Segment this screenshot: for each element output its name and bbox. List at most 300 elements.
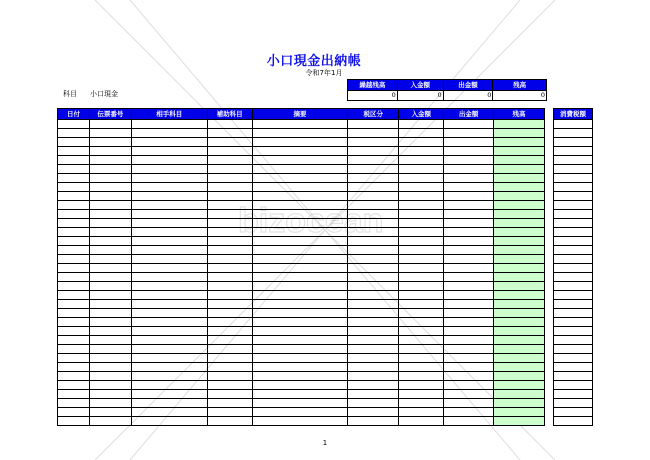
cell-counter-account[interactable] [131,147,207,156]
cell-counter-account[interactable] [131,219,207,228]
cell-description[interactable] [252,120,348,129]
cell-slip-number[interactable] [89,345,131,354]
cell-deposit[interactable] [399,138,444,147]
cell-withdrawal[interactable] [444,390,494,399]
cell-description[interactable] [252,327,348,336]
cell-withdrawal[interactable] [444,300,494,309]
cell-slip-number[interactable] [89,390,131,399]
cell-date[interactable] [58,381,90,390]
cell-tax-category[interactable] [348,318,399,327]
cell-consumption-tax[interactable] [554,363,593,372]
cell-deposit[interactable] [399,246,444,255]
cell-balance[interactable] [494,300,545,309]
cell-withdrawal[interactable] [444,363,494,372]
cell-description[interactable] [252,264,348,273]
cell-description[interactable] [252,219,348,228]
cell-counter-account[interactable] [131,309,207,318]
cell-counter-account[interactable] [131,156,207,165]
cell-date[interactable] [58,237,90,246]
cell-slip-number[interactable] [89,219,131,228]
cell-sub-account[interactable] [207,228,252,237]
cell-balance[interactable] [494,201,545,210]
cell-deposit[interactable] [399,255,444,264]
cell-balance[interactable] [494,228,545,237]
cell-slip-number[interactable] [89,309,131,318]
cell-consumption-tax[interactable] [554,156,593,165]
cell-consumption-tax[interactable] [554,291,593,300]
cell-balance[interactable] [494,399,545,408]
cell-withdrawal[interactable] [444,129,494,138]
cell-counter-account[interactable] [131,273,207,282]
cell-counter-account[interactable] [131,228,207,237]
cell-tax-category[interactable] [348,165,399,174]
cell-sub-account[interactable] [207,219,252,228]
cell-counter-account[interactable] [131,237,207,246]
cell-counter-account[interactable] [131,363,207,372]
summary-deposit-value[interactable]: 0 [397,91,443,101]
cell-date[interactable] [58,156,90,165]
cell-counter-account[interactable] [131,129,207,138]
cell-description[interactable] [252,210,348,219]
cell-deposit[interactable] [399,120,444,129]
cell-consumption-tax[interactable] [554,399,593,408]
cell-tax-category[interactable] [348,201,399,210]
cell-balance[interactable] [494,336,545,345]
cell-withdrawal[interactable] [444,381,494,390]
cell-sub-account[interactable] [207,138,252,147]
cell-withdrawal[interactable] [444,255,494,264]
cell-deposit[interactable] [399,219,444,228]
cell-sub-account[interactable] [207,291,252,300]
cell-consumption-tax[interactable] [554,282,593,291]
cell-slip-number[interactable] [89,165,131,174]
cell-counter-account[interactable] [131,372,207,381]
cell-sub-account[interactable] [207,399,252,408]
cell-deposit[interactable] [399,363,444,372]
cell-consumption-tax[interactable] [554,192,593,201]
cell-balance[interactable] [494,372,545,381]
cell-counter-account[interactable] [131,327,207,336]
cell-balance[interactable] [494,390,545,399]
cell-consumption-tax[interactable] [554,237,593,246]
cell-tax-category[interactable] [348,300,399,309]
cell-consumption-tax[interactable] [554,201,593,210]
cell-date[interactable] [58,219,90,228]
cell-slip-number[interactable] [89,372,131,381]
cell-description[interactable] [252,417,348,426]
cell-deposit[interactable] [399,345,444,354]
cell-slip-number[interactable] [89,120,131,129]
cell-date[interactable] [58,327,90,336]
cell-sub-account[interactable] [207,309,252,318]
cell-deposit[interactable] [399,318,444,327]
cell-date[interactable] [58,300,90,309]
cell-deposit[interactable] [399,399,444,408]
cell-deposit[interactable] [399,237,444,246]
cell-withdrawal[interactable] [444,264,494,273]
cell-date[interactable] [58,174,90,183]
cell-withdrawal[interactable] [444,273,494,282]
cell-date[interactable] [58,372,90,381]
cell-sub-account[interactable] [207,174,252,183]
cell-balance[interactable] [494,147,545,156]
cell-description[interactable] [252,138,348,147]
cell-tax-category[interactable] [348,417,399,426]
cell-slip-number[interactable] [89,156,131,165]
cell-slip-number[interactable] [89,381,131,390]
cell-slip-number[interactable] [89,228,131,237]
cell-balance[interactable] [494,165,545,174]
cell-tax-category[interactable] [348,246,399,255]
cell-deposit[interactable] [399,417,444,426]
cell-withdrawal[interactable] [444,417,494,426]
cell-balance[interactable] [494,129,545,138]
cell-counter-account[interactable] [131,399,207,408]
cell-date[interactable] [58,291,90,300]
cell-counter-account[interactable] [131,210,207,219]
cell-consumption-tax[interactable] [554,228,593,237]
cell-slip-number[interactable] [89,210,131,219]
cell-deposit[interactable] [399,336,444,345]
cell-balance[interactable] [494,327,545,336]
cell-date[interactable] [58,255,90,264]
cell-tax-category[interactable] [348,408,399,417]
cell-balance[interactable] [494,183,545,192]
cell-sub-account[interactable] [207,381,252,390]
cell-consumption-tax[interactable] [554,300,593,309]
cell-balance[interactable] [494,264,545,273]
cell-description[interactable] [252,237,348,246]
cell-withdrawal[interactable] [444,246,494,255]
cell-slip-number[interactable] [89,246,131,255]
cell-tax-category[interactable] [348,273,399,282]
summary-balance-value[interactable]: 0 [493,91,547,101]
cell-date[interactable] [58,354,90,363]
cell-description[interactable] [252,147,348,156]
cell-deposit[interactable] [399,129,444,138]
cell-withdrawal[interactable] [444,237,494,246]
cell-date[interactable] [58,201,90,210]
cell-balance[interactable] [494,138,545,147]
cell-tax-category[interactable] [348,399,399,408]
cell-date[interactable] [58,273,90,282]
cell-description[interactable] [252,318,348,327]
cell-withdrawal[interactable] [444,354,494,363]
cell-withdrawal[interactable] [444,183,494,192]
cell-tax-category[interactable] [348,138,399,147]
cell-date[interactable] [58,192,90,201]
cell-sub-account[interactable] [207,264,252,273]
cell-counter-account[interactable] [131,183,207,192]
cell-withdrawal[interactable] [444,156,494,165]
cell-withdrawal[interactable] [444,165,494,174]
cell-sub-account[interactable] [207,327,252,336]
cell-description[interactable] [252,129,348,138]
cell-description[interactable] [252,345,348,354]
cell-deposit[interactable] [399,228,444,237]
cell-counter-account[interactable] [131,120,207,129]
cell-date[interactable] [58,309,90,318]
cell-date[interactable] [58,363,90,372]
cell-withdrawal[interactable] [444,327,494,336]
cell-consumption-tax[interactable] [554,120,593,129]
cell-consumption-tax[interactable] [554,309,593,318]
cell-description[interactable] [252,282,348,291]
cell-tax-category[interactable] [348,147,399,156]
cell-date[interactable] [58,228,90,237]
cell-sub-account[interactable] [207,336,252,345]
cell-deposit[interactable] [399,381,444,390]
cell-slip-number[interactable] [89,327,131,336]
cell-date[interactable] [58,408,90,417]
cell-description[interactable] [252,174,348,183]
cell-withdrawal[interactable] [444,219,494,228]
cell-slip-number[interactable] [89,273,131,282]
cell-sub-account[interactable] [207,372,252,381]
cell-date[interactable] [58,264,90,273]
cell-consumption-tax[interactable] [554,174,593,183]
cell-consumption-tax[interactable] [554,336,593,345]
cell-tax-category[interactable] [348,336,399,345]
cell-withdrawal[interactable] [444,399,494,408]
cell-sub-account[interactable] [207,129,252,138]
cell-balance[interactable] [494,237,545,246]
cell-tax-category[interactable] [348,381,399,390]
cell-date[interactable] [58,318,90,327]
cell-counter-account[interactable] [131,246,207,255]
cell-consumption-tax[interactable] [554,327,593,336]
cell-date[interactable] [58,129,90,138]
cell-consumption-tax[interactable] [554,345,593,354]
cell-tax-category[interactable] [348,282,399,291]
cell-balance[interactable] [494,291,545,300]
cell-counter-account[interactable] [131,300,207,309]
cell-tax-category[interactable] [348,210,399,219]
cell-consumption-tax[interactable] [554,417,593,426]
cell-tax-category[interactable] [348,183,399,192]
cell-tax-category[interactable] [348,192,399,201]
cell-deposit[interactable] [399,327,444,336]
cell-counter-account[interactable] [131,345,207,354]
cell-consumption-tax[interactable] [554,255,593,264]
cell-consumption-tax[interactable] [554,381,593,390]
cell-consumption-tax[interactable] [554,219,593,228]
cell-description[interactable] [252,300,348,309]
cell-sub-account[interactable] [207,408,252,417]
cell-counter-account[interactable] [131,282,207,291]
cell-tax-category[interactable] [348,129,399,138]
cell-tax-category[interactable] [348,309,399,318]
cell-counter-account[interactable] [131,165,207,174]
cell-balance[interactable] [494,381,545,390]
cell-withdrawal[interactable] [444,210,494,219]
cell-sub-account[interactable] [207,237,252,246]
cell-date[interactable] [58,120,90,129]
cell-withdrawal[interactable] [444,336,494,345]
cell-deposit[interactable] [399,192,444,201]
cell-balance[interactable] [494,345,545,354]
cell-balance[interactable] [494,408,545,417]
cell-slip-number[interactable] [89,201,131,210]
cell-slip-number[interactable] [89,174,131,183]
cell-description[interactable] [252,183,348,192]
cell-slip-number[interactable] [89,183,131,192]
cell-balance[interactable] [494,363,545,372]
cell-balance[interactable] [494,192,545,201]
cell-sub-account[interactable] [207,210,252,219]
cell-deposit[interactable] [399,372,444,381]
cell-counter-account[interactable] [131,417,207,426]
cell-tax-category[interactable] [348,264,399,273]
cell-consumption-tax[interactable] [554,318,593,327]
cell-slip-number[interactable] [89,147,131,156]
cell-description[interactable] [252,381,348,390]
cell-description[interactable] [252,363,348,372]
cell-description[interactable] [252,408,348,417]
cell-slip-number[interactable] [89,300,131,309]
cell-balance[interactable] [494,156,545,165]
cell-description[interactable] [252,246,348,255]
cell-balance[interactable] [494,273,545,282]
cell-deposit[interactable] [399,354,444,363]
cell-sub-account[interactable] [207,390,252,399]
cell-description[interactable] [252,201,348,210]
cell-slip-number[interactable] [89,291,131,300]
cell-date[interactable] [58,390,90,399]
cell-deposit[interactable] [399,273,444,282]
cell-tax-category[interactable] [348,291,399,300]
cell-tax-category[interactable] [348,327,399,336]
cell-tax-category[interactable] [348,174,399,183]
cell-counter-account[interactable] [131,318,207,327]
cell-description[interactable] [252,255,348,264]
cell-counter-account[interactable] [131,201,207,210]
cell-slip-number[interactable] [89,417,131,426]
cell-slip-number[interactable] [89,237,131,246]
cell-sub-account[interactable] [207,192,252,201]
cell-date[interactable] [58,147,90,156]
cell-sub-account[interactable] [207,300,252,309]
cell-description[interactable] [252,192,348,201]
cell-tax-category[interactable] [348,237,399,246]
summary-carryover-value[interactable]: 0 [348,91,398,101]
cell-description[interactable] [252,228,348,237]
cell-slip-number[interactable] [89,336,131,345]
cell-date[interactable] [58,336,90,345]
cell-date[interactable] [58,183,90,192]
cell-withdrawal[interactable] [444,345,494,354]
cell-balance[interactable] [494,282,545,291]
cell-sub-account[interactable] [207,273,252,282]
cell-deposit[interactable] [399,147,444,156]
cell-tax-category[interactable] [348,354,399,363]
cell-tax-category[interactable] [348,345,399,354]
cell-date[interactable] [58,138,90,147]
cell-withdrawal[interactable] [444,147,494,156]
cell-deposit[interactable] [399,201,444,210]
cell-withdrawal[interactable] [444,228,494,237]
cell-deposit[interactable] [399,264,444,273]
cell-deposit[interactable] [399,390,444,399]
cell-sub-account[interactable] [207,345,252,354]
cell-balance[interactable] [494,219,545,228]
cell-counter-account[interactable] [131,174,207,183]
cell-consumption-tax[interactable] [554,183,593,192]
cell-withdrawal[interactable] [444,282,494,291]
cell-consumption-tax[interactable] [554,246,593,255]
cell-sub-account[interactable] [207,246,252,255]
cell-consumption-tax[interactable] [554,129,593,138]
cell-deposit[interactable] [399,291,444,300]
cell-sub-account[interactable] [207,156,252,165]
cell-withdrawal[interactable] [444,291,494,300]
cell-consumption-tax[interactable] [554,273,593,282]
cell-sub-account[interactable] [207,147,252,156]
cell-counter-account[interactable] [131,192,207,201]
cell-slip-number[interactable] [89,138,131,147]
cell-tax-category[interactable] [348,372,399,381]
cell-withdrawal[interactable] [444,192,494,201]
cell-withdrawal[interactable] [444,120,494,129]
cell-balance[interactable] [494,309,545,318]
cell-slip-number[interactable] [89,282,131,291]
cell-slip-number[interactable] [89,354,131,363]
cell-description[interactable] [252,309,348,318]
cell-description[interactable] [252,390,348,399]
cell-counter-account[interactable] [131,390,207,399]
cell-deposit[interactable] [399,300,444,309]
summary-withdrawal-value[interactable]: 0 [443,91,493,101]
cell-date[interactable] [58,399,90,408]
cell-consumption-tax[interactable] [554,264,593,273]
cell-consumption-tax[interactable] [554,372,593,381]
cell-counter-account[interactable] [131,336,207,345]
cell-consumption-tax[interactable] [554,354,593,363]
cell-consumption-tax[interactable] [554,147,593,156]
cell-slip-number[interactable] [89,399,131,408]
cell-sub-account[interactable] [207,255,252,264]
cell-slip-number[interactable] [89,264,131,273]
cell-withdrawal[interactable] [444,201,494,210]
cell-sub-account[interactable] [207,417,252,426]
cell-date[interactable] [58,210,90,219]
cell-deposit[interactable] [399,183,444,192]
cell-description[interactable] [252,399,348,408]
cell-deposit[interactable] [399,174,444,183]
cell-tax-category[interactable] [348,156,399,165]
cell-description[interactable] [252,156,348,165]
cell-counter-account[interactable] [131,291,207,300]
cell-sub-account[interactable] [207,183,252,192]
cell-counter-account[interactable] [131,255,207,264]
cell-slip-number[interactable] [89,408,131,417]
cell-date[interactable] [58,345,90,354]
cell-slip-number[interactable] [89,192,131,201]
cell-consumption-tax[interactable] [554,390,593,399]
cell-balance[interactable] [494,120,545,129]
cell-sub-account[interactable] [207,354,252,363]
cell-counter-account[interactable] [131,408,207,417]
cell-slip-number[interactable] [89,129,131,138]
cell-slip-number[interactable] [89,255,131,264]
cell-consumption-tax[interactable] [554,138,593,147]
cell-balance[interactable] [494,318,545,327]
cell-balance[interactable] [494,255,545,264]
cell-counter-account[interactable] [131,264,207,273]
cell-withdrawal[interactable] [444,408,494,417]
cell-deposit[interactable] [399,309,444,318]
cell-tax-category[interactable] [348,363,399,372]
